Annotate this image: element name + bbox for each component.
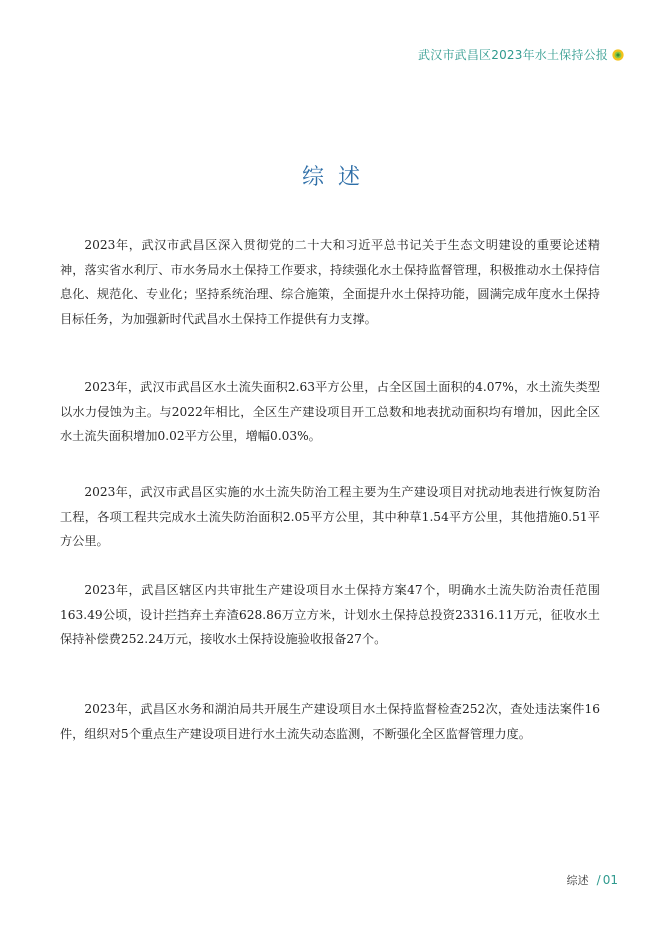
running-header — [418, 46, 624, 63]
paragraph-supervision: 2023年，武昌区水务和湖泊局共开展生产建设项目水土保持监督检查252次，查处违法案件16件，组织对5个重点生产建设项目进行水土流失动态监测，不断强化全区监督管理力度。 — [60, 702, 600, 741]
page-number: 01 — [602, 873, 618, 887]
paragraph-erosion-area: 2023年，武汉市武昌区水土流失面积2.63平方公里，占全区国土面积的4.07%，水土流失类型以水力侵蚀为主。与2022年相比，全区生产建设项目开工总数和地表扰动面积均有增加，因此全区水土流失面积增加0.02平方公里，增幅0.03%。 — [60, 380, 600, 443]
paragraph-approvals: 2023年，武昌区辖区内共审批生产建设项目水土保持方案47个，明确水土流失防治责任范围163.49公顷，设计拦挡弃土弃渣628.86万立方米，计划水土保持总投资23316.11万元，征收水土保持补偿费252.24万元，接收水土保持设施验收报备27个。 — [60, 583, 600, 646]
footer-section-label: 综述 — [566, 874, 589, 887]
paragraph-prevention-works: 2023年，武汉市武昌区实施的水土流失防治工程主要为生产建设项目对扰动地表进行恢复防治工程，各项工程共完成水土流失防治面积2.05平方公里，其中种草1.54平方公里，其他措施0.51平方公里。 — [60, 485, 600, 548]
page-title: 综述 — [301, 165, 374, 190]
report-title: 武汉市武昌区2023年水土保持公报 — [418, 48, 608, 62]
footer-separator: / — [596, 873, 601, 887]
page-footer — [567, 872, 618, 888]
paragraph-overview: 2023年，武汉市武昌区深入贯彻党的二十大和习近平总书记关于生态文明建设的重要论述精神，落实省水利厅、市水务局水土保持工作要求，持续强化水土保持监督管理，积极推动水土保持信息化、规范化、专业化；坚持系统治理、综合施策，全面提升水土保持功能，圆满完成年度水土保持目标任务，为加强新时代武昌水土保持工作提供有力支撑。 — [60, 238, 600, 326]
sun-flower-icon — [612, 49, 624, 61]
